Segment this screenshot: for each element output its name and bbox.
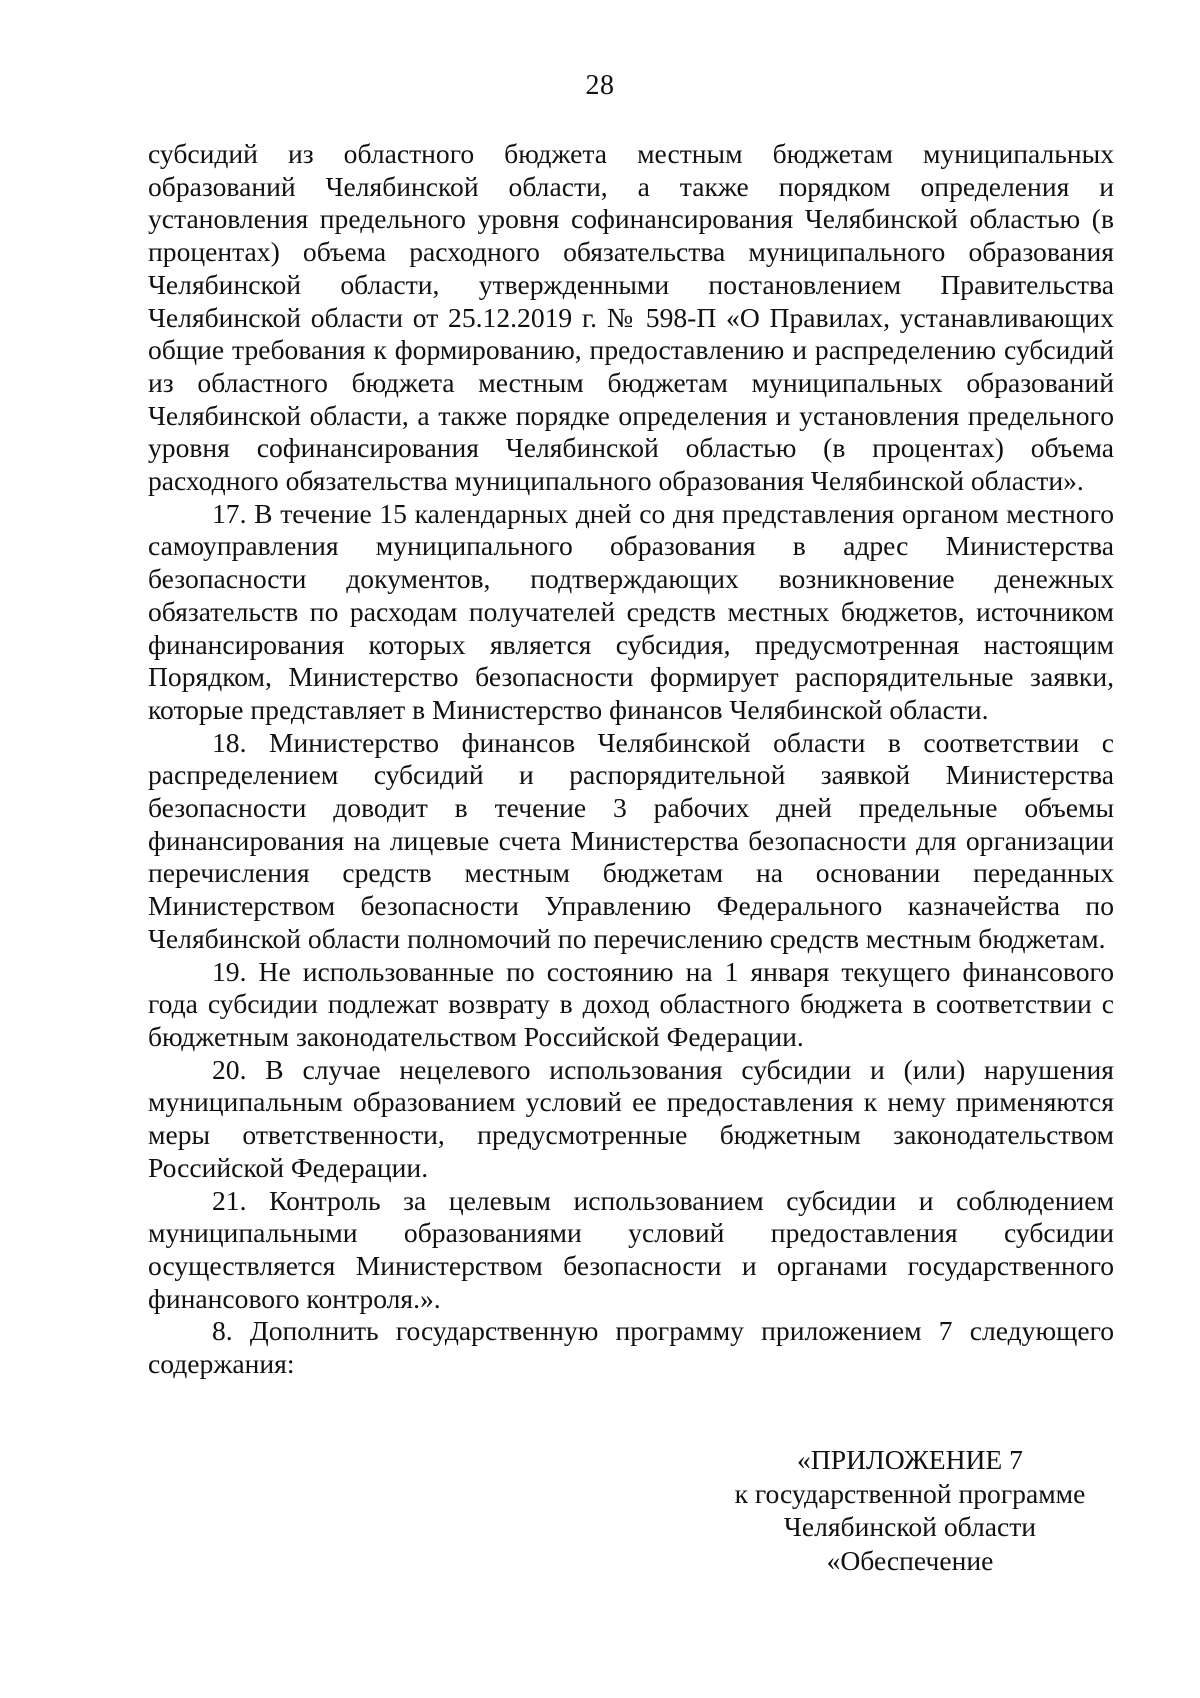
document-body — [148, 138, 1114, 1381]
appendix-subtitle-line: к государственной программе — [734, 1477, 1086, 1509]
appendix-heading — [700, 1443, 1120, 1577]
appendix-subtitle-line: «Обеспечение — [826, 1544, 994, 1576]
paragraph-item-18: 18. Министерство финансов Челябинской области в соответствии с распределением субсидий и распорядительной заявкой Министерства безопасности доводит в течение 3 рабочих дней предельные объемы финансирования на лицевые счета Министерства безопасности для организации перечисления средств местным бюджетам на основании переданных Министерством безопасности Управлению Федерального казначейства по Челябинской области полномочий по перечислению средств местным бюджетам. — [148, 726, 1114, 954]
paragraph-item-19: 19. Не использованные по состоянию на 1 января текущего финансового года субсидии подлежат возврату в доход областного бюджета в соответствии с бюджетным законодательством Российской Федерации. — [148, 955, 1114, 1052]
paragraph-item-8: 8. Дополнить государственную программу приложением 7 следующего содержания: — [148, 1315, 1114, 1380]
appendix-subtitle-line: Челябинской области — [783, 1511, 1037, 1542]
page-number: 28 — [585, 70, 615, 101]
paragraph-item-20: 20. В случае нецелевого использования субсидии и (или) нарушения муниципальным образованием условий ее предоставления к нему применяются меры ответственности, предусмотренные бюджетным законодательством Российской Федерации. — [148, 1053, 1114, 1183]
paragraph-item-21: 21. Контроль за целевым использованием субсидии и соблюдением муниципальными образованиями условий предоставления субсидии осуществляется Министерством безопасности и органами государственного финансового контроля.». — [148, 1184, 1114, 1314]
appendix-title: «ПРИЛОЖЕНИЕ 7 — [797, 1444, 1023, 1475]
paragraph-item-17: 17. В течение 15 календарных дней со дня представления органом местного самоуправления муниципального образования в адрес Министерства безопасности документов, подтверждающих возникновение денежных обязательств по расходам получателей средств местных бюджетов, источником финансирования которых является субсидия, предусмотренная настоящим Порядком, Министерство безопасности формирует распорядительные заявки, которые представляет в Министерство финансов Челябинской области. — [148, 497, 1114, 725]
paragraph-continuation: субсидий из областного бюджета местным бюджетам муниципальных образований Челябинской области, а также порядком определения и установления предельного уровня софинансирования Челябинской областью (в процентах) объема расходного обязательства муниципального образования Челябинской области, утвержденными постановлением Правительства Челябинской области от 25.12.2019 г. № 598-П «О Правилах, устанавливающих общие требования к формированию, предоставлению и распределению субсидий из областного бюджета местным бюджетам муниципальных образований Челябинской области, а также порядке определения и установления предельного уровня софинансирования Челябинской областью (в процентах) объема расходного обязательства муниципального образования Челябинской области». — [148, 138, 1114, 497]
